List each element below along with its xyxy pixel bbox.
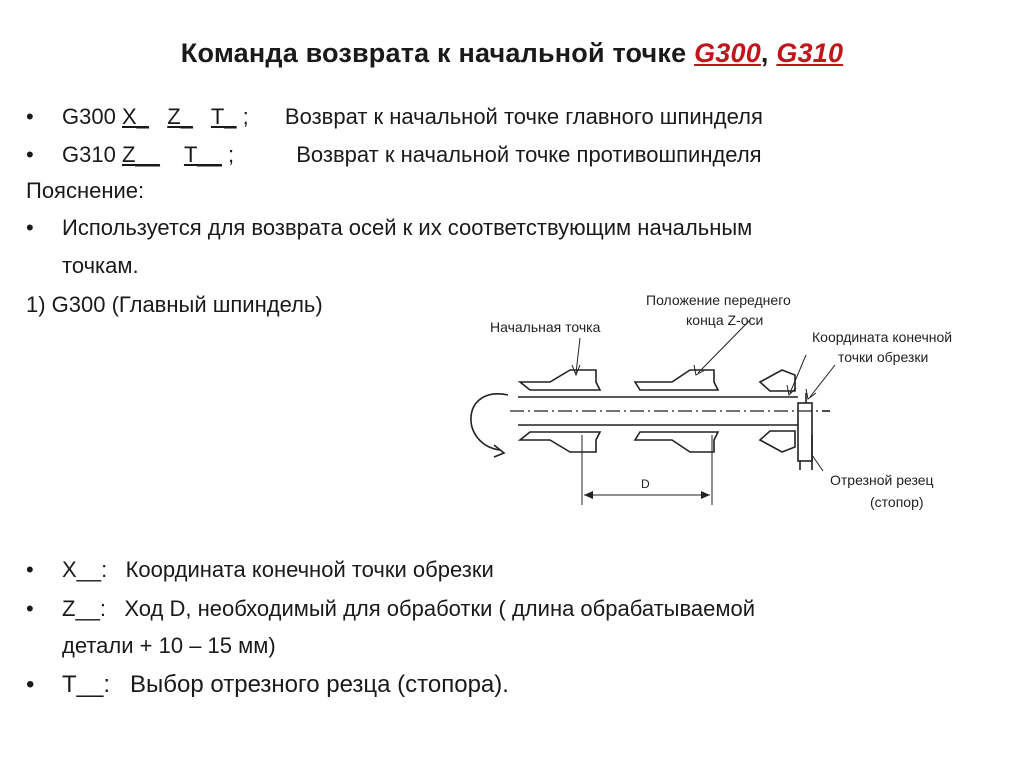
bullet: •	[26, 142, 34, 167]
command-code: G300	[62, 104, 116, 129]
command-code: G310	[62, 142, 116, 167]
param-t: T_	[210, 104, 237, 129]
param-x-explanation	[26, 555, 494, 585]
param-z: Z__	[121, 142, 160, 167]
bullet: •	[26, 557, 34, 582]
title-g310-code: G310	[776, 38, 844, 68]
label-front-end-1: Положение переднего	[646, 292, 791, 308]
rotation-arrowhead-icon	[494, 445, 504, 457]
param-z: Z_	[167, 104, 193, 129]
chuck-jaw-upper-3	[760, 370, 795, 391]
label-start-point: Начальная точка	[490, 319, 601, 335]
chuck-jaw-upper-2	[635, 370, 718, 390]
param-z-explanation-cont: детали + 10 – 15 мм)	[62, 633, 276, 658]
param-text: Ход D, необходимый для обработки ( длина обрабатываемой	[124, 596, 756, 621]
label-cutoff-coord-1: Координата конечной	[812, 329, 953, 345]
title-separator: ,	[760, 38, 777, 68]
chuck-jaw-upper-1	[520, 370, 600, 390]
param-z-explanation	[26, 594, 755, 624]
bullet: •	[26, 596, 34, 621]
explanation-label: Пояснение:	[26, 178, 145, 203]
command-description: Возврат к начальной точке противошпинделя	[296, 142, 762, 167]
spindle-diagram	[450, 285, 1010, 525]
title-g300-code: G300	[694, 38, 761, 68]
param-t-explanation	[26, 670, 509, 700]
slide-title	[0, 38, 1024, 69]
usage-line-2: точкам.	[62, 253, 139, 278]
command-g300-line	[26, 102, 763, 132]
chuck-jaw-lower-2	[635, 432, 718, 452]
param-x: X_	[121, 104, 149, 129]
param-t: T__	[183, 142, 222, 167]
usage-text-1: Используется для возврата осей к их соответствующим начальным	[62, 215, 753, 240]
terminator: ;	[227, 142, 235, 167]
param-text: Координата конечной точки обрезки	[125, 557, 494, 582]
usage-line-1	[26, 213, 752, 243]
param-key: T__:	[62, 671, 111, 698]
label-cutter-2: (стопор)	[870, 494, 924, 510]
param-text: Выбор отрезного резца (стопора).	[130, 671, 509, 698]
rotation-arrow-icon	[471, 394, 508, 450]
chuck-jaw-lower-3	[760, 431, 795, 452]
bullet: •	[26, 215, 34, 240]
bullet: •	[26, 104, 34, 129]
terminator: ;	[242, 104, 249, 129]
label-cutter-1: Отрезной резец	[830, 472, 934, 488]
param-key: X__:	[62, 557, 108, 582]
label-cutoff-coord-2: точки обрезки	[838, 349, 929, 365]
title-text: Команда возврата к начальной точке	[180, 38, 695, 68]
dimension-label-d: D	[641, 477, 650, 491]
param-key: Z__:	[62, 596, 107, 621]
command-description: Возврат к начальной точке главного шпинделя	[284, 104, 763, 129]
cutoff-tool	[798, 403, 812, 461]
bullet: •	[26, 671, 35, 698]
command-g310-line	[26, 140, 762, 170]
label-front-end-2: конца Z-оси	[686, 312, 764, 328]
section-g300-heading: 1) G300 (Главный шпиндель)	[26, 292, 323, 317]
chuck-jaw-lower-1	[520, 432, 600, 452]
